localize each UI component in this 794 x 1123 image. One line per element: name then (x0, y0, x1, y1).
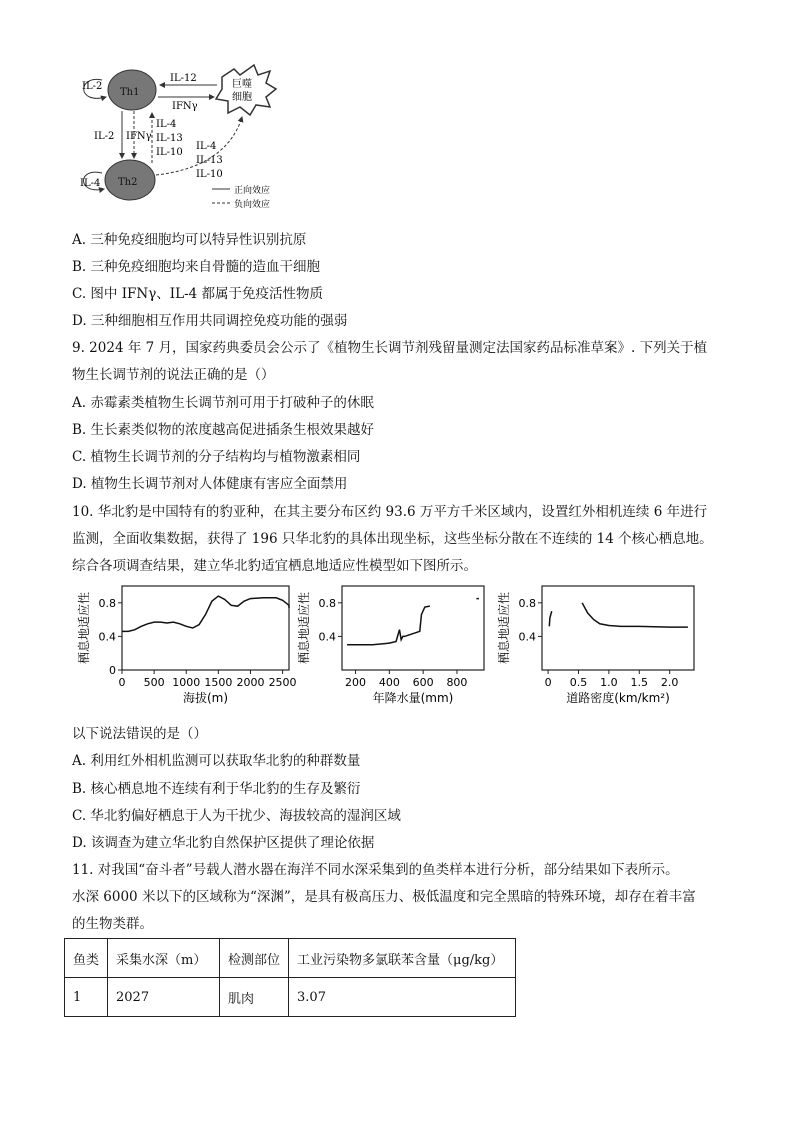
fish-pcb-table (64, 938, 516, 1017)
chart-road-density (492, 580, 702, 715)
table-header: 鱼类 (65, 939, 108, 978)
th1-label: Th1 (120, 87, 140, 98)
plot-frame (122, 586, 289, 670)
q10-option-c: C. 华北豹偏好栖息于人为干扰少、海拔较高的湿润区域 (72, 808, 401, 824)
q10-option-b: B. 核心栖息地不连续有利于华北豹的生存及繁衍 (72, 781, 361, 797)
y-axis-label: 栖息地适应性 (297, 591, 311, 665)
svg-text:IL-4: IL-4 (80, 178, 101, 189)
x-tick-label: 400 (378, 676, 400, 689)
q11-stem-3: 的生物类群。 (72, 916, 153, 932)
table-cell: 3.07 (289, 978, 516, 1017)
svg-text:IFNγ: IFNγ (172, 101, 198, 112)
legend-negative: 负向效应 (234, 200, 271, 210)
th2-label: Th2 (118, 177, 138, 188)
q10-stem-3: 综合各项调查结果，建立华北豹适宜栖息地适应性模型如下图所示。 (72, 558, 477, 574)
series-line (347, 606, 430, 645)
chart-precipitation (292, 580, 492, 715)
macrophage-label-1: 巨噬 (232, 79, 252, 90)
svg-text:IL-13: IL-13 (196, 155, 223, 166)
svg-text:IL-2: IL-2 (82, 81, 103, 92)
svg-text:IL-12: IL-12 (170, 73, 197, 84)
x-tick-label: 0.5 (569, 676, 588, 689)
x-tick-label: 200 (345, 676, 367, 689)
q11-stem-1: 11. 对我国“奋斗者”号载人潜水器在海洋不同水深采集到的鱼类样本进行分析，部分结果如下表所示。 (72, 862, 679, 878)
immune-cell-diagram (72, 55, 312, 215)
q9-option-a: A. 赤霉素类植物生长调节剂可用于打破种子的休眠 (72, 395, 374, 411)
x-tick-label: 600 (412, 676, 434, 689)
q11-stem-2: 水深 6000 米以下的区域称为“深渊”，是具有极高压力、极低温度和完全黑暗的特殊环境，却存在着丰富 (72, 889, 696, 905)
q10-option-d: D. 该调查为建立华北豹自然保护区提供了理论依据 (72, 835, 375, 851)
chart-altitude (72, 580, 297, 715)
legend-positive: 正向效应 (234, 186, 271, 196)
q10-stem-1: 10. 华北豹是中国特有的豹亚种，在其主要分布区约 93.6 万平方千米区域内，设置红外相机连续 6 年进行 (72, 504, 708, 520)
table-header: 工业污染物多氯联苯含量（μg/kg） (289, 939, 516, 978)
table-header-row (65, 939, 516, 978)
q9-stem-1: 9. 2024 年 7 月，国家药典委员会公示了《植物生长调节剂残留量测定法国家药品标准草案》. 下列关于植 (72, 340, 708, 356)
q10-question: 以下说法错误的是（） (72, 726, 207, 742)
x-tick-label: 500 (143, 676, 165, 689)
svg-text:IL-10: IL-10 (156, 147, 183, 158)
q8-option-a: A. 三种免疫细胞均可以特异性识别抗原 (72, 232, 307, 248)
y-axis-label: 栖息地适应性 (77, 591, 91, 665)
x-tick-label: 2500 (268, 676, 297, 689)
q8-option-d: D. 三种细胞相互作用共同调控免疫功能的强弱 (72, 313, 348, 329)
q8-option-c: C. 图中 IFNγ、IL-4 都属于免疫活性物质 (72, 286, 324, 302)
y-axis-label: 栖息地适应性 (497, 591, 511, 665)
q9-option-c: C. 植物生长调节剂的分子结构均与植物激素相同 (72, 449, 361, 465)
q8-option-b: B. 三种免疫细胞均来自骨髓的造血干细胞 (72, 259, 321, 275)
y-tick-label: 0 (109, 664, 116, 677)
x-tick-label: 1.0 (600, 676, 618, 689)
q10-stem-2: 监测，全面收集数据，获得了 196 只华北豹的具体出现坐标，这些坐标分散在不连续的 14 个核心栖息地。 (72, 531, 713, 547)
q10-option-a: A. 利用红外相机监测可以获取华北豹的种群数量 (72, 753, 361, 769)
table-cell: 肌肉 (220, 978, 289, 1017)
table-header: 检测部位 (220, 939, 289, 978)
table-cell: 1 (65, 978, 108, 1017)
q9-option-b: B. 生长素类似物的浓度越高促进插条生根效果越好 (72, 422, 375, 438)
table-row (65, 978, 516, 1017)
svg-text:IL-2: IL-2 (94, 131, 115, 142)
q9-stem-2: 物生长调节剂的说法正确的是（） (72, 367, 275, 383)
y-tick-label: 0.4 (318, 630, 336, 644)
y-tick-label: 0.4 (518, 630, 536, 644)
macrophage-cell (216, 65, 276, 115)
x-tick-label: 2000 (236, 676, 265, 689)
x-axis-label: 道路密度(km/km²) (566, 691, 670, 705)
plot-frame (542, 586, 694, 670)
x-axis-label: 海拔(m) (182, 691, 229, 705)
svg-text:IL-13: IL-13 (156, 133, 183, 144)
plot-frame (342, 586, 484, 670)
series-line (122, 596, 289, 631)
x-tick-label: 1500 (204, 676, 233, 689)
svg-text:IL-4: IL-4 (196, 141, 217, 152)
x-tick-label: 800 (446, 676, 468, 689)
x-axis-label: 年降水量(mm) (372, 691, 454, 705)
y-tick-label: 0.4 (98, 630, 116, 644)
x-tick-label: 1000 (172, 676, 201, 689)
table-header: 采集水深（m） (108, 939, 220, 978)
macrophage-label-2: 细胞 (232, 92, 252, 103)
y-tick-label: 0.8 (318, 596, 336, 610)
svg-text:IL-4: IL-4 (156, 119, 177, 130)
svg-text:IFNγ: IFNγ (126, 131, 152, 142)
svg-text:IL-10: IL-10 (196, 169, 223, 180)
x-tick-label: 0 (118, 676, 126, 689)
table-cell: 2027 (108, 978, 220, 1017)
x-tick-label: 2.0 (660, 676, 679, 689)
series-line (549, 611, 551, 626)
q9-option-d: D. 植物生长调节剂对人体健康有害应全面禁用 (72, 476, 348, 492)
y-tick-label: 0.8 (518, 596, 536, 610)
series-line (582, 603, 688, 627)
x-tick-label: 1.5 (630, 676, 649, 689)
x-tick-label: 0 (544, 676, 552, 689)
y-tick-label: 0.8 (98, 596, 116, 610)
